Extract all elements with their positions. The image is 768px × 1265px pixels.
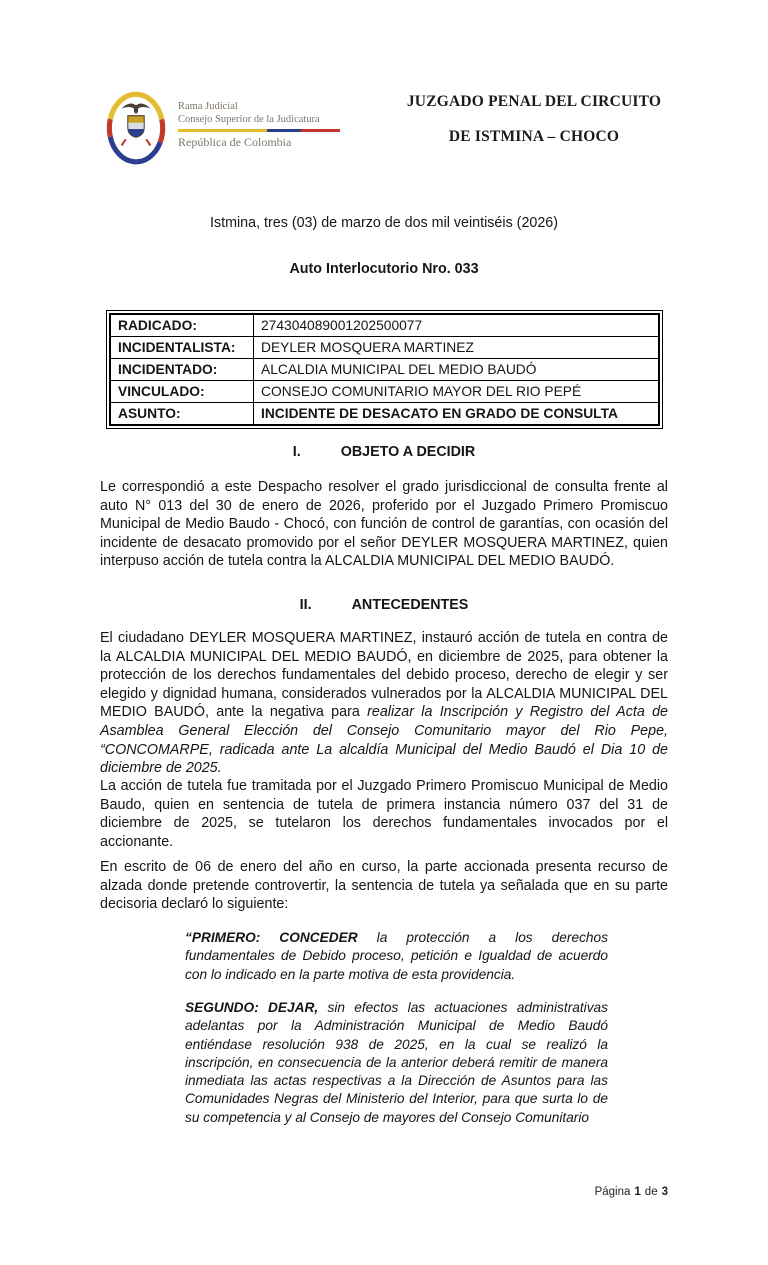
section-1-heading [0,444,768,460]
quote-primero-body: la protección a los derechos fundamentales de Debido proceso, petición e Igualdad de acuerdo con lo indicado en la parte motiva de esta providencia. [185,930,608,982]
colombia-judicial-seal-icon [103,88,169,168]
logo-text-block [178,100,340,149]
incidentado-value: ALCALDIA MUNICIPAL DEL MEDIO BAUDÓ [254,359,660,381]
quote-primero [185,929,608,984]
rama-judicial-logo [103,88,340,168]
logo-country: República de Colombia [178,135,292,149]
table-row-asunto [110,403,659,426]
antecedentes-paragraph-1-normal: El ciudadano DEYLER MOSQUERA MARTINEZ, instauró acción de tutela en contra de la ALCALDIA MUNICIPAL DEL MEDIO BAUDÓ, en diciembre de 2025, para obtener la protección de los derechos fundamentales del debido proceso, derecho de elegir y ser elegido y dignidad humana, considerados vulnerados por la ALCALDIA MUNICIPAL DEL MEDIO BAUDÓ, ante la negativa para [100,630,668,721]
section-2-number: II. [299,597,312,613]
objeto-paragraph: Le correspondió a este Despacho resolver el grado jurisdiccional de consulta frente al auto N° 013 del 30 de enero de 2026, proferido por el Juzgado Primero Promiscuo Municipal de Medio Baudo - Chocó, con función de control de garantías, con ocasión del incidente de desacato promovido por el señor DEYLER MOSQUERA MARTINEZ, quien interpuso acción de tutela contra la ALCALDIA MUNICIPAL DEL MEDIO BAUDÓ. [100,479,668,570]
antecedentes-paragraph-1 [100,629,668,778]
court-title-line1: JUZGADO PENAL DEL CIRCUITO [406,93,662,110]
antecedentes-paragraph-1-italic: realizar la Inscripción y Registro del Acta de Asamblea General Elección del Consejo Comunitario mayor del Rio Pepe, “CONCOMARPE, radicada ante La alcaldía Municipal del Medio Baudó el Dia 10 de diciembre de 2025. [100,704,668,777]
logo-org-line2: Consejo Superior de la Judicatura [178,114,320,125]
footer-total-pages: 3 [661,1186,668,1198]
radicado-value: 274304089001202500077 [254,314,660,337]
incidentado-label: INCIDENTADO: [110,359,254,381]
table-row-radicado [110,314,659,337]
vinculado-label: VINCULADO: [110,381,254,403]
footer-separator: de [644,1186,658,1198]
footer-page-number: 1 [634,1186,641,1198]
vinculado-value: CONSEJO COMUNITARIO MAYOR DEL RIO PEPÉ [254,381,660,403]
quote-segundo-lead: SEGUNDO: DEJAR, [185,1000,319,1015]
asunto-value: INCIDENTE DE DESACATO EN GRADO DE CONSULTA [254,403,660,426]
court-title [398,93,670,146]
section-1-title: OBJETO A DECIDIR [340,444,476,460]
section-2-heading [0,597,768,613]
quote-primero-lead: “PRIMERO: CONCEDER [185,930,358,945]
footer-label: Página [594,1186,631,1198]
date-line: Istmina, tres (03) de marzo de dos mil veintiséis (2026) [209,215,559,231]
auto-number-title: Auto Interlocutorio Nro. 033 [289,261,479,277]
asunto-label: ASUNTO: [110,403,254,426]
case-summary-table [106,310,663,429]
logo-org-line1: Rama Judicial [178,101,238,112]
quote-segundo [185,999,608,1127]
table-row-incidentado [110,359,659,381]
court-title-line2: DE ISTMINA – CHOCO [448,128,620,145]
section-2-title: ANTECEDENTES [351,597,469,613]
section-1-number: I. [292,444,301,460]
incidentalista-value: DEYLER MOSQUERA MARTINEZ [254,337,660,359]
table-row-vinculado [110,381,659,403]
tricolor-divider [178,129,340,132]
incidentalista-label: INCIDENTALISTA: [110,337,254,359]
radicado-label: RADICADO: [110,314,254,337]
antecedentes-paragraph-3: En escrito de 06 de enero del año en curso, la parte accionada presenta recurso de alzada donde pretende controvertir, la sentencia de tutela ya señalada que en su parte decisoria declaró lo siguiente: [100,859,668,913]
page-footer [0,1186,668,1198]
quote-segundo-body: sin efectos las actuaciones administrativas adelantas por la Administración Municipal de Medio Baudó entiéndase resolución 938 de 2025, en la cual se realizó la inscripción, en consecuencia de la anterior deberá remitir de manera inmediata las actas respectivas a la Dirección de Asuntos para las Comunidades Negras del Ministerio del Interior, para que surta lo de su competencia y al Consejo de mayores del Consejo Comunitario [185,1000,609,1125]
antecedentes-paragraph-2: La acción de tutela fue tramitada por el Juzgado Primero Promiscuo Municipal de Medio Baudo, quien en sentencia de tutela de primera instancia número 037 del 31 de diciembre de 2025, se tutelaron los derechos fundamentales invocados por el accionante. [100,778,668,850]
table-row-incidentalista [110,337,659,359]
